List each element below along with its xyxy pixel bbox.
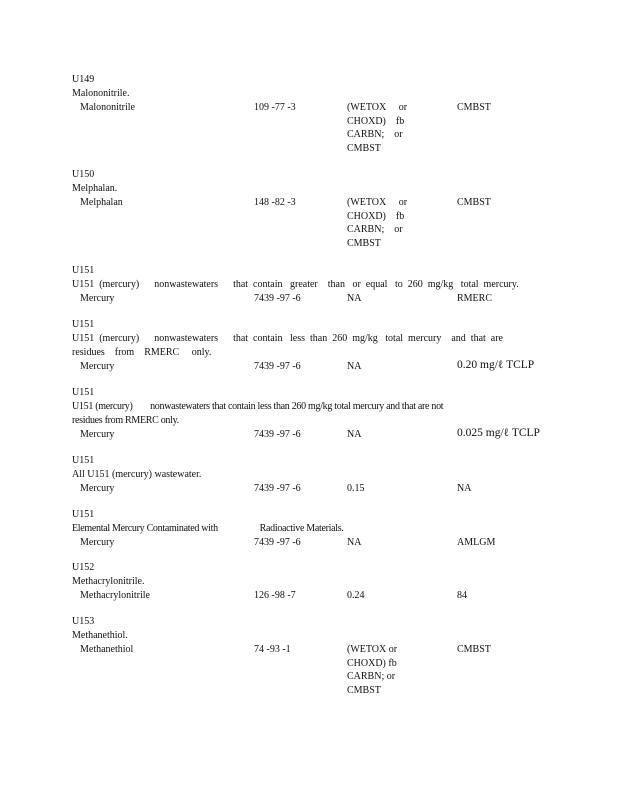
cas-number: 7439 -97 -6 [254,483,301,494]
nonwastewater-standard: RMERC [457,293,493,304]
constituent-name: Mercury [80,361,115,372]
nonwastewater-standard: CMBST [457,197,491,208]
constituent-name: Mercury [80,537,115,548]
cas-number: 109 -77 -3 [254,102,296,113]
waste-code: U151 [72,509,95,520]
nonwastewater-standard: CMBST [457,644,491,655]
cas-number: 7439 -97 -6 [254,429,301,440]
waste-code: U152 [72,562,95,573]
wastewater-standard: (WETOX or CHOXD) fb CARBN; or CMBST [347,197,408,249]
waste-description: Elemental Mercury Contaminated with Radioactive Materials. [72,523,344,534]
waste-description: U151 (mercury) nonwastewaters that contain less than 260 mg/kg total mercury and that are not residues from RMERC only. [72,401,444,426]
wastewater-standard: 0.15 [347,483,365,494]
waste-description: Methacrylonitrile. [72,576,145,587]
nonwastewater-standard: 0.20 mg/ℓ TCLP [457,359,535,371]
cas-number: 74 -93 -1 [254,644,291,655]
nonwastewater-standard: 84 [457,590,467,601]
wastewater-standard: NA [347,537,362,548]
constituent-name: Malononitrile [80,102,135,113]
wastewater-standard: NA [347,293,362,304]
wastewater-standard: 0.24 [347,590,365,601]
waste-code: U151 [72,387,95,398]
waste-code: U150 [72,169,95,180]
cas-number: 7439 -97 -6 [254,361,301,372]
constituent-name: Melphalan [80,197,123,208]
nonwastewater-standard: NA [457,483,472,494]
constituent-name: Methanethiol [80,644,134,655]
wastewater-standard: NA [347,361,362,372]
waste-description: Methanethiol. [72,630,128,641]
waste-code: U151 [72,455,95,466]
cas-number: 126 -98 -7 [254,590,296,601]
waste-description: U151 (mercury) nonwastewaters that contain greater than or equal to 260 mg/kg total mercury. [72,279,519,290]
nonwastewater-standard: CMBST [457,102,491,113]
waste-description: Melphalan. [72,183,118,194]
wastewater-standard: (WETOX or CHOXD) fb CARBN; or CMBST [347,102,408,154]
constituent-name: Mercury [80,429,115,440]
constituent-name: Mercury [80,483,115,494]
wastewater-standard: (WETOX or CHOXD) fb CARBN; or CMBST [347,644,398,696]
waste-description: U151 (mercury) nonwastewaters that contain less than 260 mg/kg total mercury and that are residues from RMERC only. [72,333,503,358]
waste-code: U153 [72,616,95,627]
constituent-name: Methacrylonitrile [80,590,150,601]
waste-code: U149 [72,74,95,85]
cas-number: 7439 -97 -6 [254,537,301,548]
cas-number: 7439 -97 -6 [254,293,301,304]
nonwastewater-standard: 0.025 mg/ℓ TCLP [457,427,540,439]
waste-description: Malononitrile. [72,88,130,99]
wastewater-standard: NA [347,429,362,440]
waste-code: U151 [72,265,95,276]
cas-number: 148 -82 -3 [254,197,296,208]
constituent-name: Mercury [80,293,115,304]
nonwastewater-standard: AMLGM [457,537,496,548]
waste-description: All U151 (mercury) wastewater. [72,469,202,480]
waste-code: U151 [72,319,95,330]
